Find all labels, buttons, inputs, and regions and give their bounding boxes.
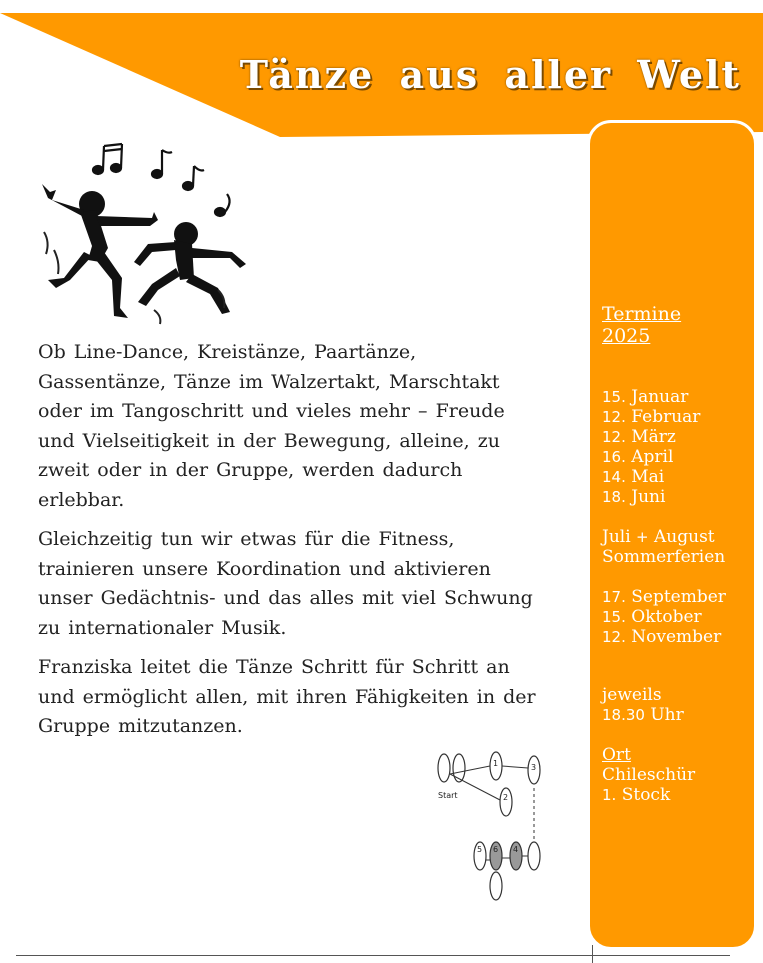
date-item: 16. April (602, 447, 674, 467)
dance-steps-diagram (430, 748, 550, 908)
sidebar-heading-termine: Termine (602, 303, 682, 325)
date-item: 14. Mai (602, 467, 665, 487)
summer-break-line: Juli + August (602, 527, 715, 547)
dates-list-autumn (602, 587, 752, 647)
step-start-label: Start (438, 791, 458, 800)
dates-list-spring (602, 387, 752, 507)
date-item: 12. November (602, 627, 722, 647)
step-number-2: 2 (503, 793, 509, 802)
location-floor: 1. Stock (602, 785, 671, 805)
step-number-6: 6 (493, 845, 499, 854)
date-item: 15. Oktober (602, 607, 702, 627)
step-number-3: 3 (531, 763, 537, 772)
date-item: 12. Februar (602, 407, 701, 427)
location-name: Chileschür (602, 765, 696, 785)
description-text (38, 338, 548, 752)
footer-divider (16, 955, 730, 956)
paragraph-fitness: Gleichzeitig tun wir etwas für die Fitness, trainieren unsere Koordination und aktivieren unser Gedächtnis- und das alles mit viel Schwung zu internationaler Musik. (38, 528, 533, 639)
dates-sidebar (587, 120, 757, 950)
time-label: jeweils (602, 685, 662, 705)
step-number-1: 1 (493, 759, 499, 768)
footer-divider-tick (592, 945, 593, 963)
paragraph-instructor: Franziska leitet die Tänze Schritt für Schritt an und ermöglicht allen, mit ihren Fähigkeiten in der Gruppe mitzutanzen. (38, 656, 536, 737)
time-value: 18.30 Uhr (602, 705, 684, 725)
date-item: 17. September (602, 587, 726, 607)
sidebar-heading-year: 2025 (602, 325, 651, 347)
date-item: 12. März (602, 427, 676, 447)
page-title: Tänze aus aller Welt (239, 52, 741, 97)
paragraph-intro: Ob Line-Dance, Kreistänze, Paartänze, Gassentänze, Tänze im Walzertakt, Marschtakt oder im Tangoschritt und vieles mehr – Freude und Vielseitigkeit in der Bewegung, alleine, zu zweit oder in der Gruppe, werden dadurch erlebbar. (38, 341, 505, 511)
step-number-4: 4 (513, 845, 519, 854)
dancers-illustration (34, 140, 249, 330)
location-label: Ort (602, 745, 631, 765)
summer-break-label: Sommerferien (602, 547, 726, 567)
date-item: 18. Juni (602, 487, 666, 507)
step-number-5: 5 (477, 845, 483, 854)
date-item: 15. Januar (602, 387, 689, 407)
